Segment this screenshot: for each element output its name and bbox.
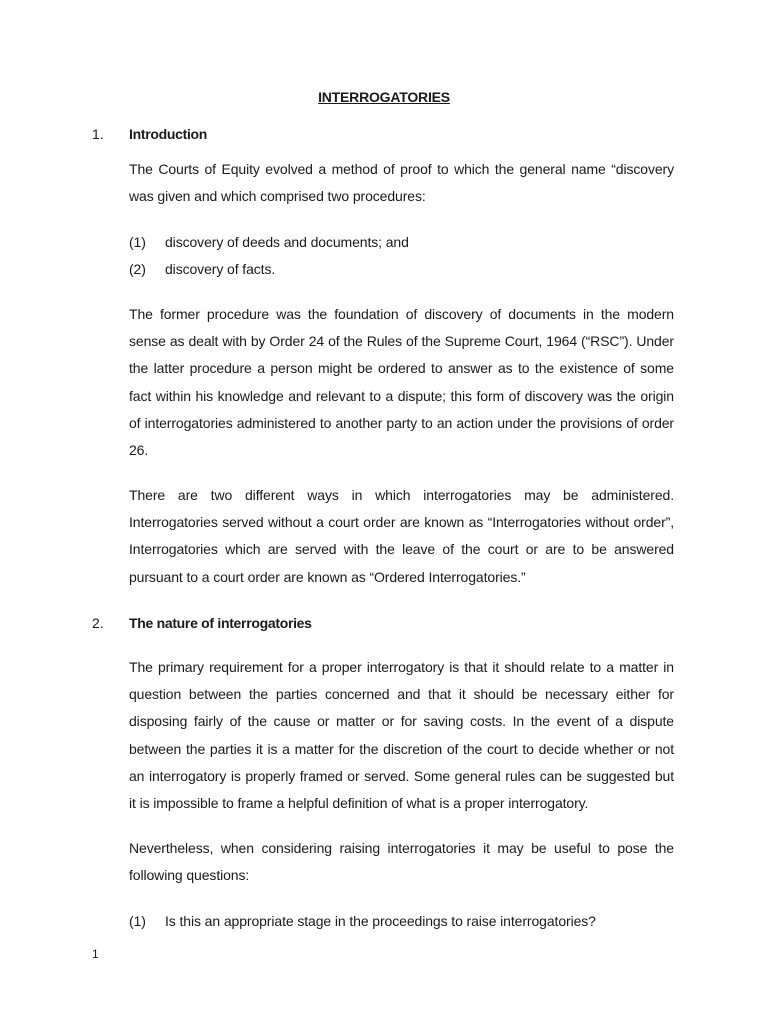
list-marker: (1) [129, 913, 146, 929]
section-2-paragraph-2: Nevertheless, when considering raising interrogatories it may be useful to pose the following questions: [129, 840, 674, 884]
section-1-number: 1. [92, 126, 104, 142]
section-1-paragraph-1: The Courts of Equity evolved a method of proof to which the general name “discovery was given and which comprised two procedures: [129, 161, 674, 205]
list-item-text: discovery of deeds and documents; and [165, 234, 409, 250]
page-number: 1 [92, 947, 99, 961]
section-2-list-item-1 [129, 911, 596, 931]
section-1-paragraph-3: There are two different ways in which interrogatories may be administered. Interrogatories served without a court order are known as “Interrogatories without order”, Interrogatories which are served with the leave of the court or are to be answered pursuant to a court order are known as “Ordered Interrogatories.” [129, 487, 674, 585]
section-1-heading: Introduction [129, 126, 208, 142]
document-title: INTERROGATORIES [318, 89, 450, 105]
section-2-heading: The nature of interrogatories [129, 615, 312, 631]
section-2-number: 2. [92, 615, 104, 631]
list-marker: (1) [129, 234, 146, 250]
list-marker: (2) [129, 261, 146, 277]
section-1-paragraph-2: The former procedure was the foundation of discovery of documents in the modern sense as dealt with by Order 24 of the Rules of the Supreme Court, 1964 (“RSC”). Under the latter procedure a person might be ordered to answer as to the existence of some fact within his knowledge and relevant to a dispute; this form of discovery was the origin of interrogatories administered to another party to an action under the provisions of order 26. [129, 306, 674, 459]
section-2-paragraph-1: The primary requirement for a proper interrogatory is that it should relate to a matter in question between the parties concerned and that it should be necessary either for disposing fairly of the cause or matter or for saving costs. In the event of a dispute between the parties it is a matter for the discretion of the court to decide whether or not an interrogatory is properly framed or served. Some general rules can be suggested but it is impossible to frame a helpful definition of what is a proper interrogatory. [129, 659, 674, 812]
list-item-text: Is this an appropriate stage in the proceedings to raise interrogatories? [165, 913, 596, 929]
list-item-text: discovery of facts. [165, 261, 276, 277]
section-1-list-item-2 [129, 259, 275, 279]
section-1-list-item-1 [129, 232, 409, 252]
